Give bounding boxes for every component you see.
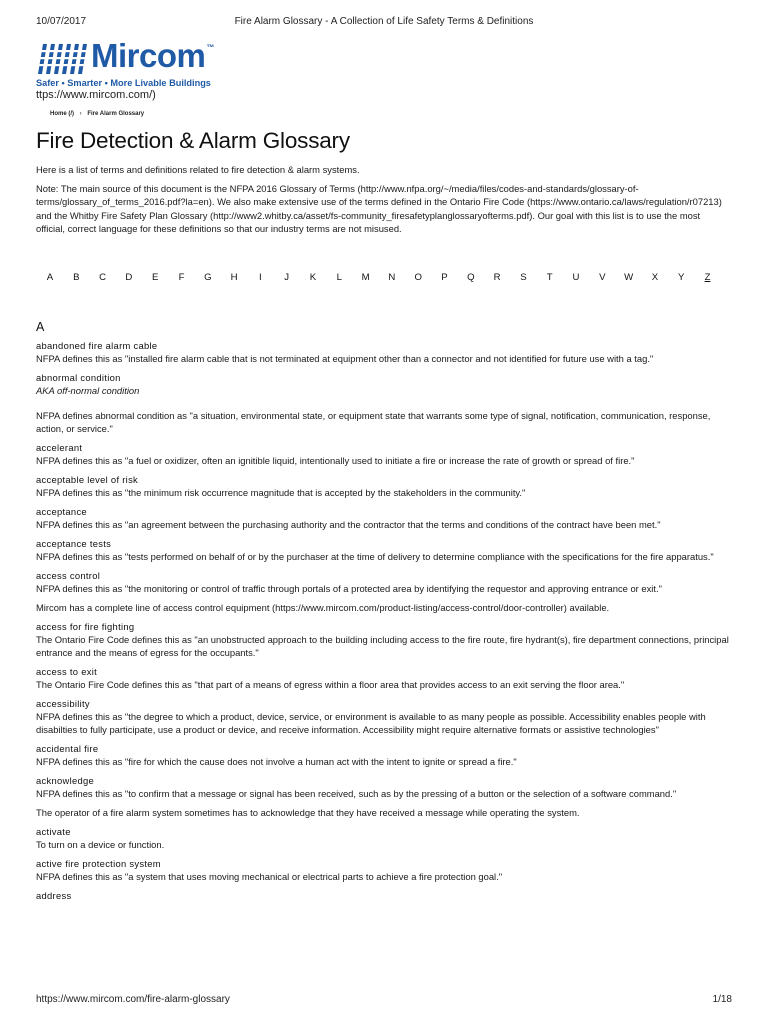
breadcrumb-separator: › [79,111,82,117]
mircom-logo[interactable] [36,37,236,92]
glossary-definition: NFPA defines this as "a fuel or oxidizer, often an ignitible liquid, intentionally used to initiate a fire or increase the rate of growth or spread of fire." [36,455,635,466]
glossary-definition: NFPA defines abnormal condition as "a situation, environmental state, or equipment state that warrants some type of signal, notification, communication, response, action, or service." [36,410,711,434]
print-page-number: 1/18 [712,994,732,1005]
alphabet-link-f[interactable]: F [178,272,185,283]
alphabet-link-r[interactable]: R [493,272,501,283]
glossary-definition: NFPA defines this as "the minimum risk occurrence magnitude that is accepted by the stakeholders in the community." [36,487,526,498]
glossary-entry [36,505,732,531]
glossary-entry [36,697,732,736]
alphabet-link-m[interactable]: M [361,272,370,283]
glossary-term: abnormal condition [36,372,121,383]
alphabet-link-u[interactable]: U [572,272,580,283]
breadcrumb-home-link[interactable]: Home (/) [50,111,74,117]
glossary-definition: NFPA defines this as "fire for which the cause does not involve a human act with the intent to ignite or spread a fire." [36,756,517,767]
glossary-entry [36,569,732,614]
alphabet-link-o[interactable]: O [414,272,422,283]
glossary-term: active fire protection system [36,858,161,869]
home-url-text[interactable]: ttps://www.mircom.com/) [36,89,156,101]
alphabet-link-q[interactable]: Q [467,272,475,283]
alphabet-link-p[interactable]: P [441,272,448,283]
glossary-term: accelerant [36,442,83,453]
alphabet-link-s[interactable]: S [520,272,527,283]
glossary-definition: NFPA defines this as "an agreement between the purchasing authority and the contractor that the terms and conditions of the contract have been met." [36,519,661,530]
glossary-entry [36,620,732,659]
glossary-aka: AKA off-normal condition [36,385,140,396]
glossary-entry [36,441,732,467]
alphabet-link-a[interactable]: A [46,272,54,283]
alphabet-link-v[interactable]: V [599,272,606,283]
glossary-term: acceptance [36,506,87,517]
alphabet-link-k[interactable]: K [309,272,317,283]
alphabet-link-j[interactable]: J [284,272,290,283]
print-header [36,16,732,30]
glossary-term: accidental fire [36,743,99,754]
section-letter-heading: A [36,320,45,334]
glossary-entries [36,339,732,908]
alphabet-link-z[interactable]: Z [704,272,711,283]
breadcrumb [50,111,148,117]
print-date: 10/07/2017 [36,16,87,27]
glossary-term: access to exit [36,666,97,677]
glossary-term: activate [36,826,71,837]
glossary-term: abandoned fire alarm cable [36,340,158,351]
alphabet-link-b[interactable]: B [73,272,80,283]
glossary-definition: NFPA defines this as "to confirm that a message or signal has been received, such as by the pressing of a button or the selection of a software command." [36,788,677,799]
glossary-definition: The operator of a fire alarm system sometimes has to acknowledge that they have received a message while operating the system. [36,807,580,818]
glossary-term: acknowledge [36,775,95,786]
alphabet-link-l[interactable]: L [336,272,342,283]
glossary-term: address [36,890,72,901]
alphabet-link-d[interactable]: D [125,272,133,283]
alphabet-link-h[interactable]: H [230,272,238,283]
glossary-entry [36,339,732,365]
print-footer [36,994,732,1008]
glossary-definition: NFPA defines this as "the monitoring or control of traffic through portals of a protected area by identifying the requestor and approving entrance or exit." [36,583,662,594]
glossary-entry [36,473,732,499]
mircom-wordmark: Mircom™ [91,37,214,74]
alphabet-link-t[interactable]: T [546,272,553,283]
glossary-entry [36,371,732,435]
glossary-entry [36,825,732,851]
glossary-term: acceptance tests [36,538,112,549]
glossary-term: access control [36,570,101,581]
logo-tagline: Safer • Smarter • More Livable Buildings [36,78,211,88]
glossary-definition: NFPA defines this as "a system that uses moving mechanical or electrical parts to achieve a fire protection goal." [36,871,503,882]
breadcrumb-current: Fire Alarm Glossary [87,111,145,117]
glossary-definition: The Ontario Fire Code defines this as "that part of a means of egress within a floor area that provides access to an exit serving the floor area." [36,679,625,690]
glossary-definition: The Ontario Fire Code defines this as "an unobstructed approach to the building including access to the fire route, fire hydrant(s), fire department connections, principal entrance and the means of egress for the occupants." [36,634,729,658]
page-title: Fire Detection & Alarm Glossary [36,128,350,153]
glossary-definition: NFPA defines this as "tests performed on behalf of or by the purchaser at the time of delivery to determine compliance with the specifications for the fire apparatus." [36,551,714,562]
print-doc-title: Fire Alarm Glossary - A Collection of Life Safety Terms & Definitions [234,16,534,27]
glossary-entry [36,889,732,902]
glossary-definition: NFPA defines this as "the degree to which a product, device, service, or environment is available to as many people as possible. Accessibility enables people with disabilties to fully participate, use a product or device, and receive information. Accessibility might require alternative formats or assistive technologies" [36,711,706,735]
glossary-definition: To turn on a device or function. [36,839,165,850]
glossary-entry [36,857,732,883]
glossary-entry [36,774,732,819]
glossary-entry [36,742,732,768]
glossary-term: accessibility [36,698,90,709]
intro-text: Here is a list of terms and definitions related to fire detection & alarm systems. [36,164,360,175]
alphabet-link-x[interactable]: X [651,272,659,283]
glossary-entry [36,665,732,691]
glossary-term: access for fire fighting [36,621,135,632]
print-footer-url: https://www.mircom.com/fire-alarm-glossary [36,994,230,1005]
alphabet-link-i[interactable]: I [259,272,262,283]
glossary-term: acceptable level of risk [36,474,139,485]
glossary-definition: Mircom has a complete line of access control equipment (https://www.mircom.com/product-listing/access-control/door-controller) available. [36,602,610,613]
alphabet-link-y[interactable]: Y [677,272,685,283]
alphabet-link-c[interactable]: C [99,272,107,283]
alphabet-link-g[interactable]: G [204,272,212,283]
glossary-entry [36,537,732,563]
source-note: Note: The main source of this document is the NFPA 2016 Glossary of Terms (http://www.nfpa.org/~/media/files/codes-and-standards/glossary-of-terms/glossary_of_terms_2016.pdf?la=en). We also make extensive use of the terms defined in the Ontario Fire Code (https://www.ontario.ca/laws/regulation/r07213) and the Whitby Fire Safety Plan Glossary (http://www2.whitby.ca/asset/fs-community_firesafetyplanglossaryofterms.pdf). Our goal with this list is to use the most official, correct language for these definitions so that our industry terms are not misused. [36,183,722,234]
alphabet-link-e[interactable]: E [151,272,159,283]
glossary-definition: NFPA defines this as "installed fire alarm cable that is not terminated at equipment other than a connector and not identified for future use with a tag." [36,353,654,364]
alphabet-link-n[interactable]: N [388,272,396,283]
alphabet-link-w[interactable]: W [624,272,634,283]
alphabet-nav [36,272,736,286]
mircom-emblem-icon [36,40,88,76]
